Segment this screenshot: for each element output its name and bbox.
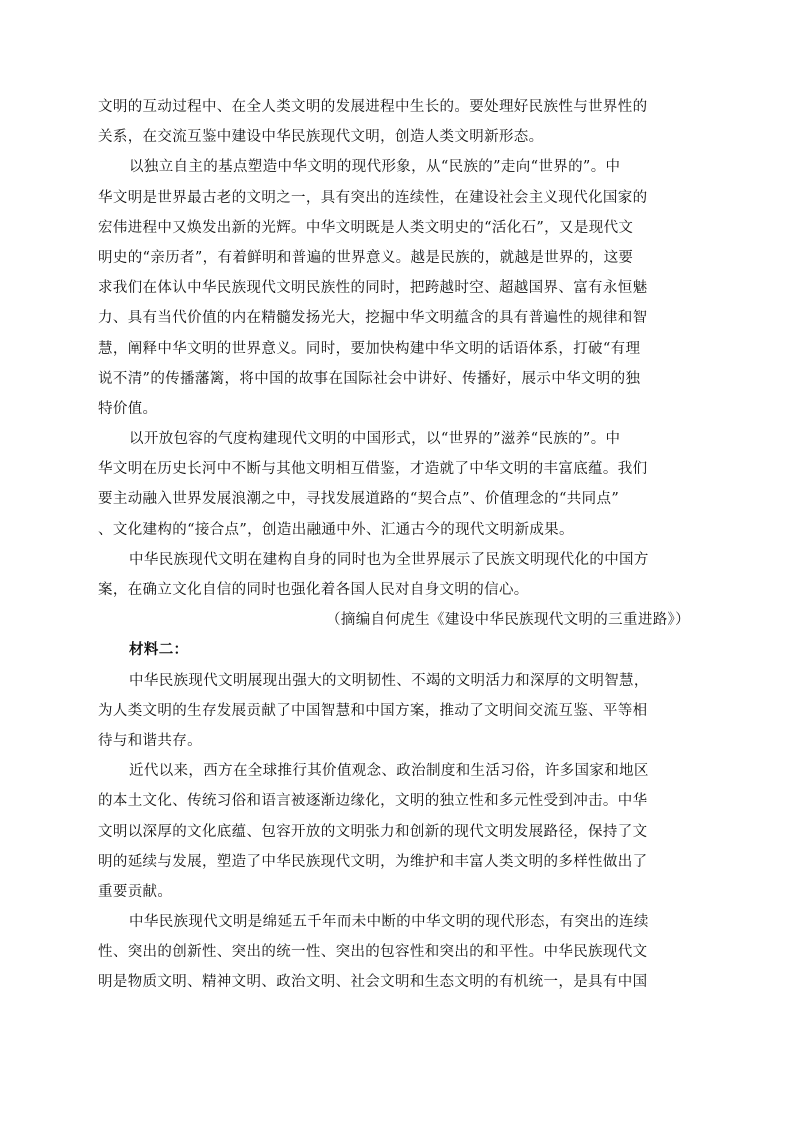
text-line: 案，在确立文化自信的同时也强化着各国人民对自身文明的信心。 <box>98 582 529 598</box>
text-line: 为人类文明的生存发展贡献了中国智慧和中国方案，推动了文明间交流互鉴、平等相 <box>98 702 648 719</box>
paragraph-first-line: 中华民族现代文明是绵延五千年而未中断的中华文明的现代形态，有突出的连续 <box>129 914 649 931</box>
text-line: 明史的“亲历者”，有着鲜明和普遍的世界意义。越是民族的，就越是世界的，这要 <box>98 249 634 266</box>
text-line: 力、具有当代价值的内在精髓发扬光大，挖掘中华文明蕴含的具有普遍性的规律和智 <box>98 310 648 327</box>
text-line: 宏伟进程中又焕发出新的光辉。中华文明既是人类文明史的“活化石”，又是现代文 <box>98 219 634 236</box>
paragraph-first-line: 中华民族现代文明展现出强大的文明韧性、不竭的文明活力和深厚的文明智慧， <box>129 672 649 689</box>
text-line: 文明以深厚的文化底蕴、包容开放的文明张力和创新的现代文明发展路径，保持了文 <box>98 823 648 840</box>
paragraph-first-line: 以独立自主的基点塑造中华文明的现代形象，从“民族的”走向“世界的”。中 <box>129 159 621 176</box>
paragraph-first-line: 近代以来，西方在全球推行其价值观念、政治制度和生活习俗，许多国家和地区 <box>129 763 649 780</box>
text-line: 特价值。 <box>98 400 158 417</box>
text-line: 重要贡献。 <box>98 883 173 900</box>
text-line: 慧，阐释中华文明的世界意义。同时，要加快构建中华文明的话语体系，打破“有理 <box>98 340 641 357</box>
text-line: 待与和谐共存。 <box>98 732 202 749</box>
text-line: 、文化建构的“接合点”，创造出融通中外、汇通古今的现代文明新成果。 <box>98 521 574 538</box>
text-line: 关系，在交流互鉴中建设中华民族现代文明，创造人类文明新形态。 <box>98 129 544 146</box>
text-line: 明是物质文明、精神文明、政治文明、社会文明和生态文明的有机统一，是具有中国 <box>98 974 648 991</box>
text-line: 明的延续与发展，塑造了中华民族现代文明，为维护和丰富人类文明的多样性做出了 <box>98 853 648 870</box>
section-heading: 材料二： <box>129 641 189 659</box>
paragraph-first-line: 以开放包容的气度构建现代文明的中国形式，以“世界的”滋养“民族的”。中 <box>129 431 621 448</box>
text-line: 华文明在历史长河中不断与其他文明相互借鉴，才造就了中华文明的丰富底蕴。我们 <box>98 461 648 478</box>
text-line: 性、突出的创新性、突出的统一性、突出的包容性和突出的和平性。中华民族现代文 <box>98 944 648 961</box>
text-line: 的本土文化、传统习俗和语言被逐渐边缘化，文明的独立性和多元性受到冲击。中华 <box>98 793 648 810</box>
document-body <box>98 92 698 998</box>
text-line: 文明的互动过程中、在全人类文明的发展进程中生长的。要处理好民族性与世界性的 <box>98 99 648 115</box>
text-line: 求我们在体认中华民族现代文明民族性的同时，把跨越时空、超越国界、富有永恒魅 <box>98 280 648 297</box>
text-line: 说不清”的传播藩篱，将中国的故事在国际社会中讲好、传播好，展示中华文明的独 <box>98 370 641 387</box>
source-citation: （摘编自何虎生《建设中华民族现代文明的三重进路》） <box>326 612 690 629</box>
text-line: 要主动融入世界发展浪潮之中，寻找发展道路的“契合点”、价值理念的“共同点” <box>98 491 620 508</box>
text-line: 华文明是世界最古老的文明之一，具有突出的连续性，在建设社会主义现代化国家的 <box>98 189 648 206</box>
paragraph-first-line: 中华民族现代文明在建构自身的同时也为全世界展示了民族文明现代化的中国方 <box>129 551 649 568</box>
